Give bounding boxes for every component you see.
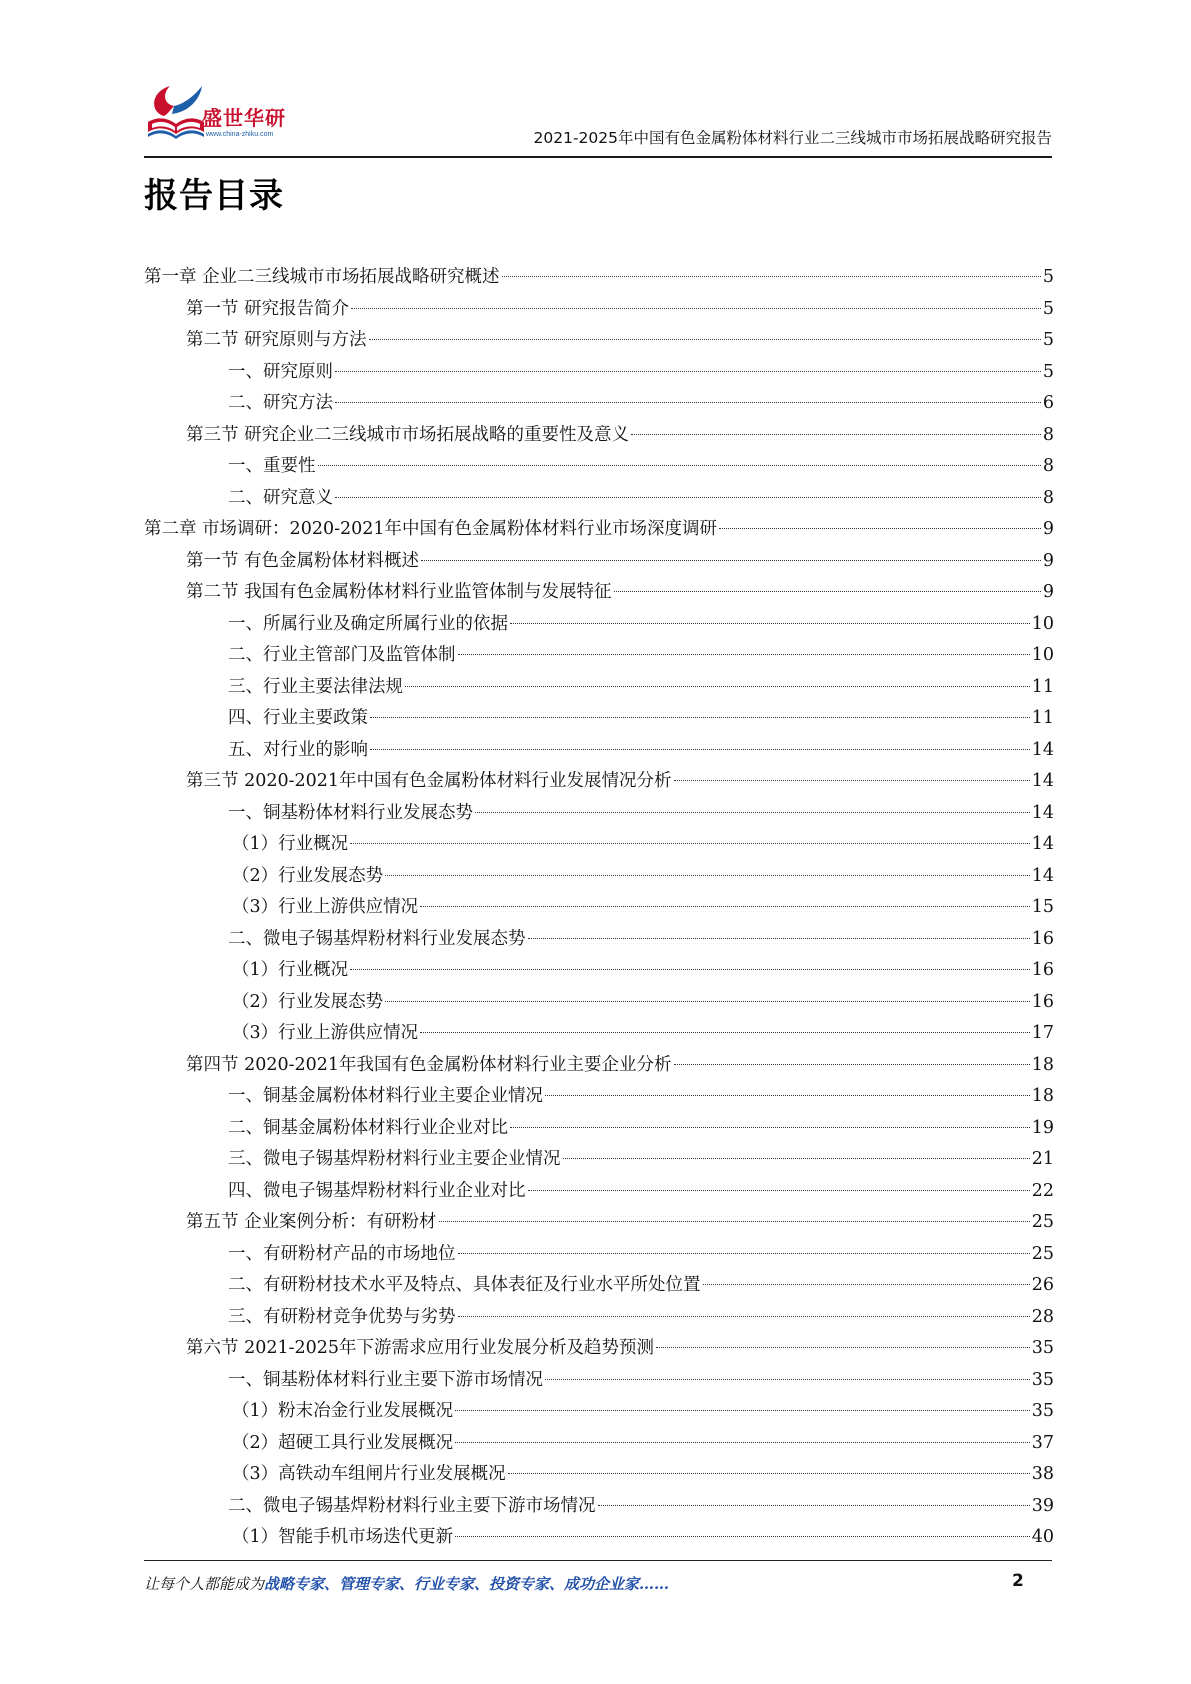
toc-entry[interactable] [144, 294, 1054, 326]
dot-leader [318, 465, 1041, 466]
toc-entry-page: 16 [1031, 928, 1054, 949]
toc-entry-title: 五、对行业的影响 [228, 739, 368, 760]
toc-entry-title: （3）行业上游供应情况 [232, 1023, 419, 1043]
toc-entry-page: 9 [1042, 550, 1054, 571]
footer-divider [144, 1560, 1052, 1561]
header-divider [144, 156, 1052, 158]
toc-entry[interactable] [144, 1176, 1054, 1208]
toc-entry-page: 21 [1031, 1149, 1054, 1169]
toc-entry-page: 5 [1042, 330, 1054, 350]
toc-entry-page: 10 [1031, 613, 1054, 634]
toc-entry[interactable] [144, 609, 1054, 641]
toc-entry[interactable] [144, 451, 1054, 483]
dot-leader [458, 1316, 1030, 1317]
dot-leader [545, 1095, 1030, 1096]
toc-entry-title: 一、铜基金属粉体材料行业主要企业情况 [228, 1086, 543, 1106]
toc-entry[interactable] [144, 1333, 1054, 1365]
dot-leader [335, 402, 1041, 403]
toc-entry-page: 25 [1031, 1212, 1054, 1232]
dot-leader [674, 1064, 1030, 1065]
dot-leader [719, 528, 1041, 529]
dot-leader [563, 1158, 1030, 1159]
toc-entry-title: （2）行业发展态势 [232, 865, 384, 886]
toc-entry[interactable] [144, 1396, 1054, 1428]
toc-entry-page: 38 [1031, 1464, 1054, 1484]
toc-entry[interactable] [144, 514, 1054, 546]
toc-entry-title: 二、铜基金属粉体材料行业企业对比 [228, 1117, 508, 1138]
dot-leader [510, 623, 1030, 624]
dot-leader [455, 1410, 1030, 1411]
toc-entry-page: 35 [1031, 1369, 1054, 1390]
toc-entry-title: 第六节 2021-2025年下游需求应用行业发展分析及趋势预测 [186, 1338, 655, 1358]
toc-entry-title: 一、铜基粉体材料行业发展态势 [228, 802, 473, 823]
dot-leader [528, 1190, 1030, 1191]
toc-entry-page: 19 [1031, 1117, 1054, 1138]
toc-entry-page: 22 [1031, 1180, 1054, 1201]
toc-entry-page: 11 [1031, 676, 1054, 697]
dot-leader [439, 1221, 1030, 1222]
page-header [144, 80, 1052, 154]
toc-entry-title: （2）行业发展态势 [232, 991, 384, 1012]
toc-entry-title: 二、研究意义 [228, 487, 333, 508]
toc-entry-title: 第五节 企业案例分析：有研粉材 [186, 1212, 437, 1232]
toc-entry-page: 18 [1031, 1086, 1054, 1106]
toc-entry-page: 35 [1031, 1401, 1054, 1421]
toc-entry-title: 三、有研粉材竞争优势与劣势 [228, 1306, 456, 1327]
toc-entry-title: 二、研究方法 [228, 393, 333, 413]
toc-entry[interactable] [144, 1428, 1054, 1460]
dot-leader [350, 969, 1030, 970]
toc-entry[interactable] [144, 766, 1054, 798]
dot-leader [510, 1127, 1030, 1128]
toc-entry-page: 8 [1042, 456, 1054, 476]
dot-leader [703, 1284, 1030, 1285]
toc-entry-title: 第二章 市场调研：2020-2021年中国有色金属粉体材料行业市场深度调研 [144, 519, 718, 539]
toc-entry-title: 一、铜基粉体材料行业主要下游市场情况 [228, 1369, 543, 1390]
toc-entry-page: 5 [1042, 361, 1054, 382]
dot-leader [335, 371, 1041, 372]
toc-entry-page: 16 [1031, 960, 1054, 980]
toc-entry-title: 一、研究原则 [228, 361, 333, 382]
dot-leader [631, 434, 1041, 435]
logo-name: 盛世华研 [202, 106, 286, 130]
toc-entry-page: 17 [1031, 1023, 1054, 1043]
dot-leader [458, 1253, 1030, 1254]
company-logo [144, 80, 324, 148]
toc-entry-page: 14 [1031, 802, 1054, 823]
dot-leader [385, 1001, 1030, 1002]
dot-leader [370, 717, 1030, 718]
toc-entry-title: 二、有研粉材技术水平及特点、具体表征及行业水平所处位置 [228, 1275, 701, 1295]
dot-leader [598, 1505, 1030, 1506]
slogan-roles: 战略专家、管理专家、行业专家、投资专家、成功企业家…… [264, 1575, 670, 1593]
toc-entry-title: （2）超硬工具行业发展概况 [232, 1432, 454, 1453]
toc-entry[interactable] [144, 262, 1054, 294]
dot-leader [369, 339, 1041, 340]
toc-entry[interactable] [144, 577, 1054, 609]
toc-entry-page: 14 [1031, 771, 1054, 791]
toc-entry-title: 一、所属行业及确定所属行业的依据 [228, 613, 508, 634]
toc-entry-title: 二、行业主管部门及监管体制 [228, 645, 456, 665]
toc-entry-title: 第四节 2020-2021年我国有色金属粉体材料行业主要企业分析 [186, 1054, 672, 1075]
toc-entry[interactable] [144, 735, 1054, 767]
toc-entry-page: 35 [1031, 1338, 1054, 1358]
toc-entry-title: 一、有研粉材产品的市场地位 [228, 1243, 456, 1264]
toc-entry-title: 四、微电子锡基焊粉材料行业企业对比 [228, 1180, 526, 1201]
toc-entry[interactable] [144, 1365, 1054, 1397]
toc-entry-title: （1）智能手机市场迭代更新 [232, 1527, 454, 1547]
toc-entry[interactable] [144, 1239, 1054, 1271]
toc-entry-page: 5 [1042, 298, 1054, 319]
toc-entry-page: 11 [1031, 708, 1054, 728]
toc-entry-title: 第二节 研究原则与方法 [186, 330, 367, 350]
dot-leader [385, 875, 1030, 876]
dot-leader [458, 654, 1030, 655]
toc-entry[interactable] [144, 1270, 1054, 1302]
toc-entry-page: 15 [1031, 897, 1054, 917]
dot-leader [475, 812, 1030, 813]
toc-entry[interactable] [144, 546, 1054, 578]
document-title: 2021-2025年中国有色金属粉体材料行业二三线城市市场拓展战略研究报告 [533, 129, 1052, 147]
toc-entry[interactable] [144, 1522, 1054, 1554]
toc-entry-page: 39 [1031, 1495, 1054, 1516]
logo-url: www.china-zhiku.com [206, 131, 274, 138]
dot-leader [545, 1379, 1030, 1380]
page-number: 2 [1012, 1571, 1024, 1591]
footer-slogan [144, 1573, 669, 1594]
toc-entry[interactable] [144, 1050, 1054, 1082]
toc-entry-page: 26 [1031, 1275, 1054, 1295]
toc-entry[interactable] [144, 388, 1054, 420]
toc-entry-title: （1）行业概况 [232, 960, 349, 980]
toc-entry-title: 第一章 企业二三线城市市场拓展战略研究概述 [144, 267, 500, 287]
toc-entry[interactable] [144, 861, 1054, 893]
toc-entry-title: 第三节 研究企业二三线城市市场拓展战略的重要性及意义 [186, 424, 630, 445]
dot-leader [370, 749, 1030, 750]
dot-leader [351, 308, 1041, 309]
toc-entry-page: 8 [1042, 424, 1054, 445]
toc-entry-title: （3）行业上游供应情况 [232, 897, 419, 917]
toc-entry-title: （3）高铁动车组闸片行业发展概况 [232, 1464, 506, 1484]
dot-leader [455, 1442, 1030, 1443]
toc-entry-page: 10 [1031, 645, 1054, 665]
toc-entry-page: 6 [1042, 393, 1054, 413]
toc-entry[interactable] [144, 924, 1054, 956]
toc-entry[interactable] [144, 1302, 1054, 1334]
toc-entry-page: 25 [1031, 1243, 1054, 1264]
dot-leader [350, 843, 1030, 844]
toc-entry[interactable] [144, 325, 1054, 357]
toc-entry-page: 9 [1042, 582, 1054, 602]
toc-entry[interactable] [144, 1081, 1054, 1113]
dot-leader [421, 560, 1041, 561]
toc-entry-title: 一、重要性 [228, 456, 316, 476]
toc-entry[interactable] [144, 703, 1054, 735]
toc-entry-title: （1）粉末冶金行业发展概况 [232, 1401, 454, 1421]
toc-entry-title: 第一节 研究报告简介 [186, 298, 350, 319]
toc-entry-title: （1）行业概况 [232, 834, 349, 854]
toc-entry[interactable] [144, 483, 1054, 515]
toc-entry[interactable] [144, 420, 1054, 452]
toc-entry[interactable] [144, 672, 1054, 704]
toc-entry-page: 14 [1031, 834, 1054, 854]
dot-leader [455, 1536, 1030, 1537]
toc-entry-title: 二、微电子锡基焊粉材料行业发展态势 [228, 928, 526, 949]
toc-entry-title: 第一节 有色金属粉体材料概述 [186, 550, 420, 571]
toc-entry-page: 5 [1042, 267, 1054, 287]
toc-entry[interactable] [144, 357, 1054, 389]
toc-entry[interactable] [144, 798, 1054, 830]
toc-entry-page: 40 [1031, 1527, 1054, 1547]
page-title: 报告目录 [144, 176, 284, 216]
dot-leader [674, 780, 1030, 781]
toc-entry-page: 8 [1042, 487, 1054, 508]
toc-entry[interactable] [144, 1018, 1054, 1050]
toc-entry[interactable] [144, 892, 1054, 924]
dot-leader [405, 686, 1030, 687]
toc-entry-title: 三、微电子锡基焊粉材料行业主要企业情况 [228, 1149, 561, 1169]
dot-leader [420, 1032, 1030, 1033]
toc-entry[interactable] [144, 1491, 1054, 1523]
toc-entry-page: 14 [1031, 739, 1054, 760]
dot-leader [528, 938, 1030, 939]
toc-entry-title: 二、微电子锡基焊粉材料行业主要下游市场情况 [228, 1495, 596, 1516]
dot-leader [502, 276, 1041, 277]
dot-leader [420, 906, 1030, 907]
toc-entry-title: 第三节 2020-2021年中国有色金属粉体材料行业发展情况分析 [186, 771, 672, 791]
table-of-contents [144, 262, 1054, 1554]
toc-entry-page: 9 [1042, 519, 1054, 539]
toc-entry[interactable] [144, 955, 1054, 987]
toc-entry-title: 四、行业主要政策 [228, 708, 368, 728]
toc-entry[interactable] [144, 1113, 1054, 1145]
dot-leader [656, 1347, 1030, 1348]
toc-entry-title: 第二节 我国有色金属粉体材料行业监管体制与发展特征 [186, 582, 612, 602]
toc-entry[interactable] [144, 987, 1054, 1019]
dot-leader [614, 591, 1041, 592]
toc-entry[interactable] [144, 1144, 1054, 1176]
toc-entry[interactable] [144, 1459, 1054, 1491]
toc-entry-page: 37 [1031, 1432, 1054, 1453]
toc-entry[interactable] [144, 1207, 1054, 1239]
dot-leader [335, 497, 1041, 498]
toc-entry-page: 18 [1031, 1054, 1054, 1075]
toc-entry[interactable] [144, 829, 1054, 861]
toc-entry-title: 三、行业主要法律法规 [228, 676, 403, 697]
toc-entry[interactable] [144, 640, 1054, 672]
dot-leader [508, 1473, 1030, 1474]
logo-book-icon [144, 82, 208, 142]
toc-entry-page: 28 [1031, 1306, 1054, 1327]
toc-entry-page: 14 [1031, 865, 1054, 886]
toc-entry-page: 16 [1031, 991, 1054, 1012]
slogan-lead: 让每个人都能成为 [144, 1575, 265, 1593]
